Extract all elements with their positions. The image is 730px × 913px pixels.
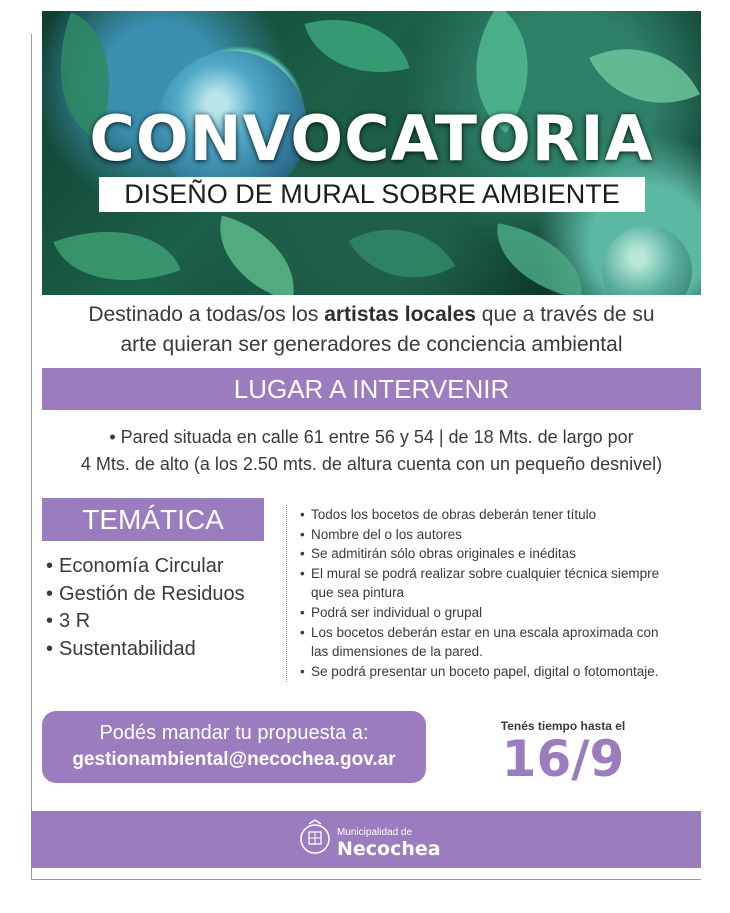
intro-line1-post: que a través de su: [475, 303, 655, 326]
tematica-item: • Gestión de Residuos: [46, 581, 245, 609]
intro-highlight: artistas locales: [324, 303, 476, 326]
lugar-line2: 4 Mts. de alto (a los 2.50 mts. de altura cuenta con un pequeño desnivel): [80, 454, 663, 474]
hero-banner: [42, 11, 701, 295]
contact-label: Podés mandar tu propuesta a:: [99, 722, 369, 744]
tematica-list: [46, 553, 245, 663]
tematica-item: • Sustentabilidad: [46, 636, 245, 664]
leaf-shape: [304, 11, 409, 91]
globe-image-right: [602, 226, 692, 295]
requisito-item: • Los bocetos deberán estar en una escala aproximada con las dimensiones de la pared.: [300, 623, 671, 662]
requisitos-list: [300, 505, 720, 681]
lugar-line1: • Pared situada en calle 61 entre 56 y 54 | de 18 Mts. de largo por: [109, 427, 634, 447]
hero-subtitle: DISEÑO DE MURAL SOBRE AMBIENTE: [99, 177, 645, 212]
tematica-item: • Economía Circular: [46, 553, 245, 581]
footer-municipality-label: Municipalidad de: [337, 827, 413, 838]
intro-line2: arte quieran ser generadores de conciencia ambiental: [120, 333, 623, 356]
requisito-item: • Todos los bocetos de obras deberán tener título: [300, 505, 720, 525]
leaf-shape: [205, 215, 309, 295]
deadline-date: 16/9: [501, 730, 625, 788]
leaf-shape: [349, 201, 456, 295]
tematica-heading: TEMÁTICA: [42, 498, 264, 541]
column-divider: [286, 505, 287, 682]
intro-text: [42, 300, 701, 360]
frame-border-bottom: [31, 879, 701, 880]
contact-box: [42, 711, 426, 783]
contact-email-link[interactable]: gestionambiental@necochea.gov.ar: [72, 749, 396, 770]
requisito-item: • Nombre del o los autores: [300, 525, 720, 545]
municipal-seal-icon: [299, 818, 331, 858]
frame-border-left: [31, 34, 32, 880]
requisito-item: • Podrá ser individual o grupal: [300, 603, 720, 623]
footer-municipality-name: Necochea: [337, 838, 441, 860]
tematica-item: • 3 R: [46, 608, 245, 636]
hero-title: CONVOCATORIA: [89, 102, 654, 175]
leaf-shape: [53, 204, 180, 295]
requisito-item: • El mural se podrá realizar sobre cualquier técnica siempre que sea pintura: [300, 564, 661, 603]
lugar-description: [42, 424, 701, 478]
requisito-item: • Se podrá presentar un boceto papel, digital o fotomontaje.: [300, 662, 720, 682]
lugar-heading: LUGAR A INTERVENIR: [42, 368, 701, 410]
intro-line1-pre: Destinado a todas/os los: [88, 303, 325, 326]
deadline-label: Tenés tiempo hasta el: [500, 719, 626, 733]
leaf-shape: [488, 223, 592, 295]
requisito-item: • Se admitirán sólo obras originales e inéditas: [300, 544, 720, 564]
